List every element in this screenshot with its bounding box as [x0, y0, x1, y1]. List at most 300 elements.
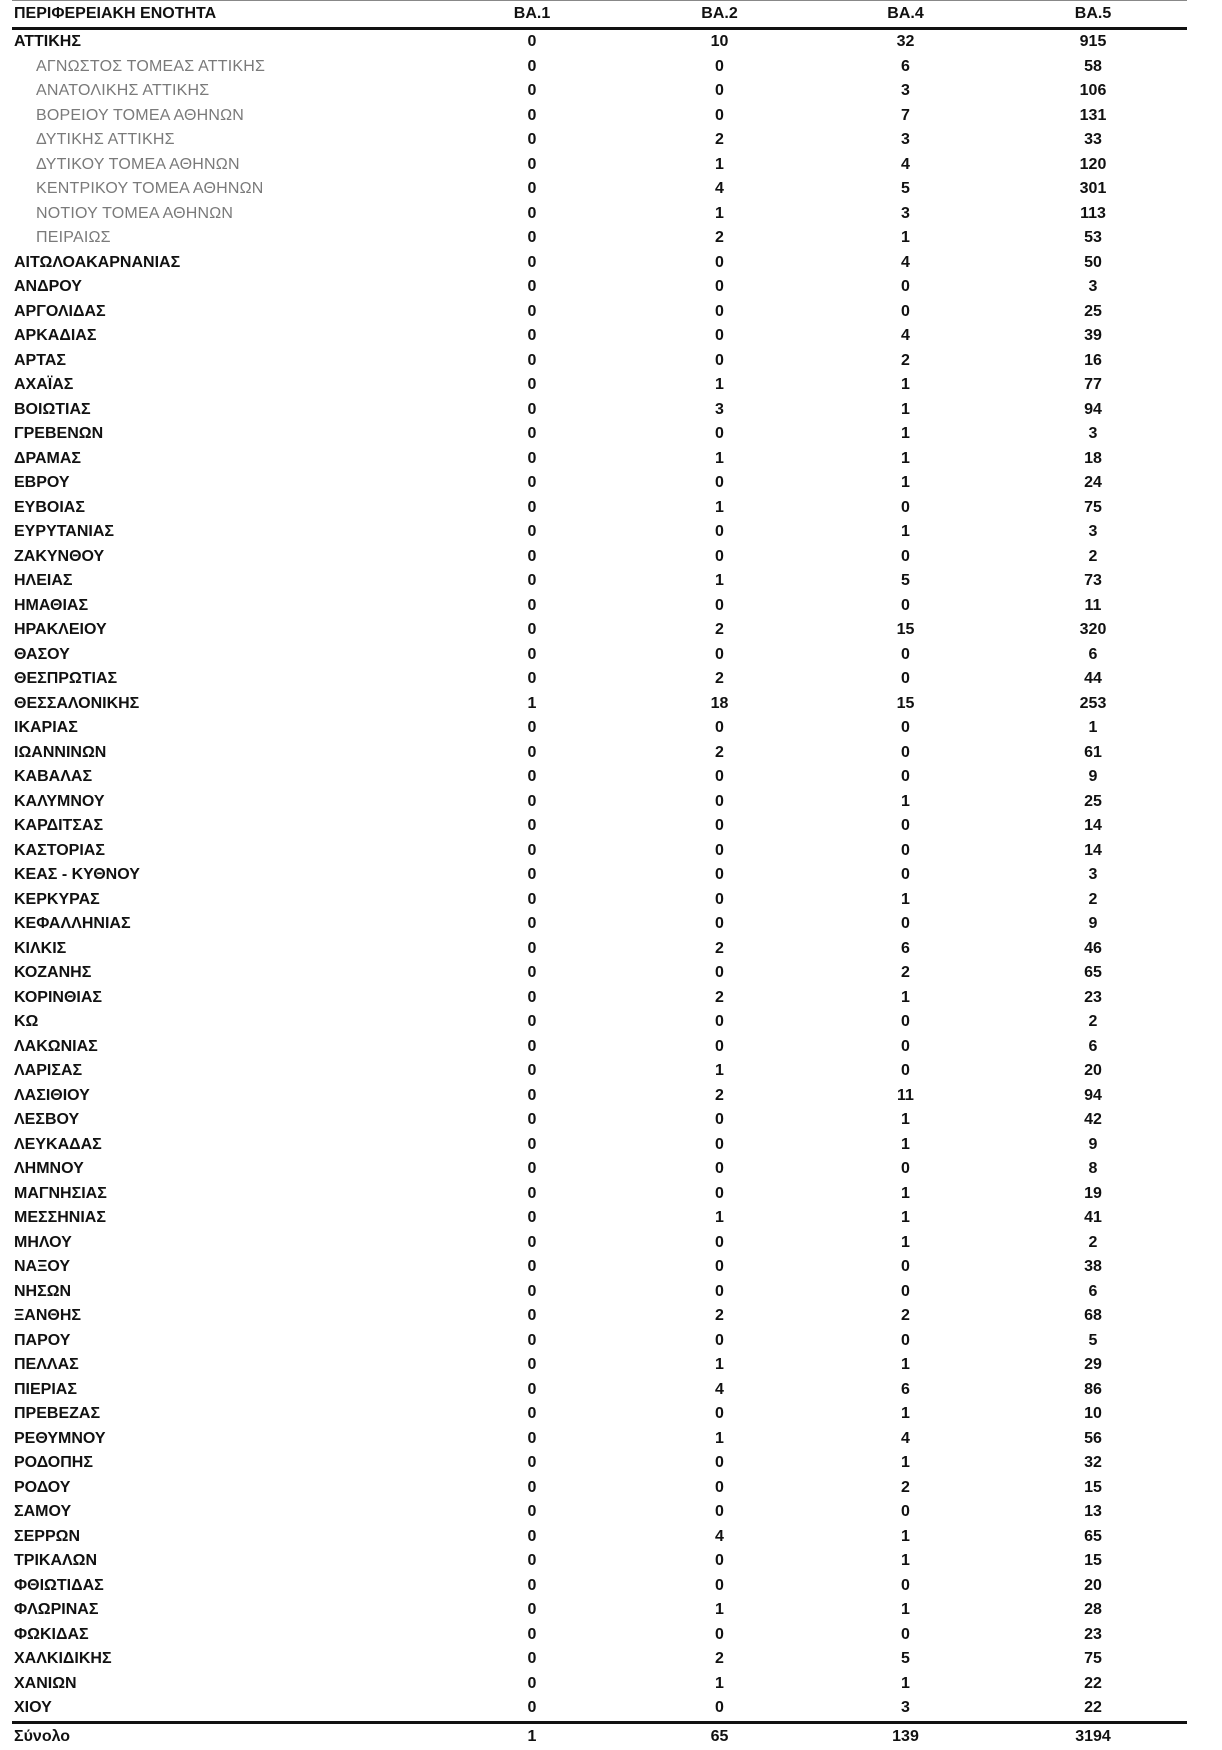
value-ba5: 42	[1084, 1111, 1102, 1128]
value-ba2: 2	[715, 229, 724, 246]
value-ba4: 0	[901, 596, 910, 614]
table-row	[12, 1525, 1187, 1550]
value-ba1: 0	[527, 1576, 537, 1594]
value-ba2: 0	[715, 1258, 724, 1275]
value-ba4: 0	[901, 278, 910, 295]
regional-unit-name: ΖΑΚΥΝΘΟΥ	[14, 547, 105, 565]
regional-unit-name: ΑΡΤΑΣ	[14, 351, 66, 369]
value-ba1: 0	[527, 131, 537, 148]
regional-unit-name: ΡΟΔΟΠΗΣ	[14, 1454, 93, 1471]
value-ba5: 94	[1084, 400, 1102, 418]
regional-unit-name: ΛΑΣΙΘΙΟΥ	[14, 1086, 90, 1104]
value-ba1: 0	[527, 106, 537, 124]
value-ba5: 2	[1088, 890, 1098, 908]
value-ba5: 3	[1088, 523, 1098, 540]
table-subrow	[12, 128, 1187, 153]
value-ba4: 1	[901, 1209, 910, 1226]
regional-unit-name: ΔΥΤΙΚΗΣ ΑΤΤΙΚΗΣ	[36, 131, 175, 148]
value-ba5: 53	[1084, 229, 1102, 246]
total-ba5: 3194	[999, 1722, 1187, 1750]
table-subrow	[12, 226, 1187, 251]
table-row	[12, 1549, 1187, 1574]
value-ba5: 20	[1084, 1576, 1102, 1594]
value-ba2: 1	[715, 1601, 724, 1618]
regional-unit-name: ΑΡΚΑΔΙΑΣ	[14, 327, 97, 344]
value-ba2: 1	[715, 1356, 724, 1373]
value-ba2: 2	[715, 670, 724, 687]
table-subrow	[12, 177, 1187, 202]
value-ba1: 0	[527, 645, 537, 663]
value-ba4: 0	[901, 768, 910, 785]
value-ba4: 0	[901, 547, 910, 565]
table-row	[12, 1451, 1187, 1476]
regional-unit-name: ΧΙΟΥ	[14, 1699, 52, 1716]
value-ba5: 18	[1084, 449, 1102, 467]
value-ba2: 1	[715, 1209, 724, 1226]
value-ba4: 1	[901, 449, 910, 467]
table-row	[12, 1084, 1187, 1109]
table-row	[12, 888, 1187, 913]
value-ba4: 3	[901, 1699, 910, 1716]
value-ba4: 0	[901, 915, 910, 932]
value-ba2: 0	[715, 964, 724, 981]
regional-unit-name: ΑΝΔΡΟΥ	[14, 278, 82, 295]
value-ba4: 2	[901, 1478, 910, 1496]
value-ba2: 0	[715, 596, 724, 614]
table-row	[12, 422, 1187, 447]
table-subrow	[12, 79, 1187, 104]
value-ba4: 0	[901, 1331, 910, 1349]
table-row	[12, 1182, 1187, 1207]
table-row	[12, 863, 1187, 888]
value-ba2: 0	[715, 351, 724, 369]
table-row	[12, 594, 1187, 619]
value-ba4: 5	[901, 1650, 910, 1667]
value-ba2: 1	[715, 449, 724, 467]
value-ba2: 18	[710, 694, 729, 712]
regional-unit-name: ΑΡΓΟΛΙΔΑΣ	[14, 302, 106, 320]
value-ba4: 1	[901, 1405, 910, 1422]
table-row	[12, 398, 1187, 423]
value-ba2: 0	[715, 1699, 724, 1716]
value-ba4: 0	[901, 302, 910, 320]
value-ba4: 0	[901, 719, 910, 736]
value-ba1: 0	[527, 1258, 537, 1275]
table-row	[12, 1304, 1187, 1329]
value-ba4: 2	[901, 964, 910, 981]
value-ba1: 0	[527, 1699, 537, 1716]
value-ba2: 4	[715, 180, 724, 197]
value-ba4: 1	[901, 988, 910, 1006]
regional-unit-name: ΛΗΜΝΟΥ	[14, 1160, 84, 1177]
value-ba4: 1	[901, 1527, 910, 1545]
value-ba1: 0	[527, 376, 537, 393]
regional-unit-name: ΓΡΕΒΕΝΩΝ	[14, 425, 104, 442]
value-ba1: 0	[527, 1380, 537, 1398]
value-ba4: 1	[901, 1111, 910, 1128]
value-ba2: 0	[715, 327, 724, 344]
value-ba1: 0	[527, 1086, 537, 1104]
value-ba4: 1	[901, 425, 910, 442]
table-row	[12, 1280, 1187, 1305]
table-row	[12, 839, 1187, 864]
value-ba4: 0	[901, 1013, 910, 1030]
value-ba1: 0	[527, 572, 537, 589]
table-subrow	[12, 153, 1187, 178]
regional-unit-name: ΕΥΒΟΙΑΣ	[14, 498, 85, 516]
regional-unit-name: ΚΑΒΑΛΑΣ	[14, 768, 93, 785]
value-ba5: 38	[1084, 1258, 1102, 1275]
value-ba2: 0	[715, 1160, 724, 1177]
value-ba4: 3	[901, 131, 910, 148]
table-row	[12, 1623, 1187, 1648]
value-ba5: 915	[1079, 33, 1107, 50]
value-ba1: 0	[527, 425, 537, 442]
value-ba2: 0	[715, 1552, 724, 1569]
value-ba4: 1	[901, 1233, 910, 1251]
value-ba5: 61	[1084, 743, 1102, 761]
value-ba5: 113	[1080, 204, 1106, 222]
value-ba2: 0	[715, 82, 724, 99]
value-ba1: 0	[527, 449, 537, 467]
value-ba5: 5	[1088, 1331, 1098, 1349]
regional-unit-name: ΔΥΤΙΚΟΥ ΤΟΜΕΑ ΑΘΗΝΩΝ	[36, 155, 240, 173]
value-ba4: 5	[901, 180, 910, 197]
table-row	[12, 692, 1187, 717]
value-ba5: 2	[1088, 1233, 1098, 1251]
table-row	[12, 1696, 1187, 1722]
table-row	[12, 1329, 1187, 1354]
header-ba2: ΒΑ.2	[627, 1, 812, 29]
value-ba2: 1	[715, 1674, 724, 1692]
value-ba1: 0	[527, 1111, 537, 1128]
value-ba1: 0	[527, 890, 537, 908]
value-ba1: 0	[527, 82, 537, 99]
table-row	[12, 1255, 1187, 1280]
total-row	[12, 1722, 1187, 1750]
value-ba5: 3	[1088, 866, 1098, 883]
value-ba5: 10	[1084, 1405, 1102, 1422]
regional-unit-name: ΣΑΜΟΥ	[14, 1503, 72, 1520]
header-ba1: ΒΑ.1	[437, 1, 627, 29]
regional-unit-name: ΙΚΑΡΙΑΣ	[14, 719, 78, 736]
table-row	[12, 765, 1187, 790]
table-row	[12, 1108, 1187, 1133]
value-ba2: 0	[715, 1503, 724, 1520]
regional-unit-name: ΛΑΚΩΝΙΑΣ	[14, 1037, 98, 1055]
value-ba1: 0	[527, 229, 537, 246]
value-ba5: 14	[1084, 841, 1102, 859]
regional-unit-name: ΝΗΣΩΝ	[14, 1282, 72, 1300]
table-row	[12, 569, 1187, 594]
value-ba5: 301	[1079, 180, 1107, 197]
total-ba1: 1	[437, 1722, 627, 1750]
value-ba2: 0	[715, 1037, 724, 1055]
value-ba1: 0	[527, 1601, 537, 1618]
value-ba4: 1	[901, 1454, 910, 1471]
value-ba2: 0	[715, 253, 724, 271]
value-ba5: 320	[1079, 621, 1107, 638]
value-ba4: 7	[901, 106, 910, 124]
value-ba2: 2	[715, 1086, 724, 1104]
value-ba4: 15	[896, 694, 915, 712]
value-ba2: 2	[715, 621, 724, 638]
value-ba5: 3	[1088, 425, 1098, 442]
value-ba1: 0	[527, 1625, 537, 1643]
total-ba2: 65	[627, 1722, 812, 1750]
value-ba1: 0	[527, 327, 537, 344]
regional-unit-name: ΜΑΓΝΗΣΙΑΣ	[14, 1184, 107, 1202]
value-ba2: 2	[715, 939, 724, 957]
regional-unit-name: ΑΝΑΤΟΛΙΚΗΣ ΑΤΤΙΚΗΣ	[36, 82, 210, 99]
value-ba2: 0	[715, 1454, 724, 1471]
table-row	[12, 373, 1187, 398]
table-row	[12, 300, 1187, 325]
value-ba1: 0	[527, 474, 537, 491]
regional-unit-name: ΛΕΥΚΑΔΑΣ	[14, 1135, 102, 1153]
value-ba4: 6	[901, 57, 910, 75]
regional-unit-name: ΚΕΑΣ - ΚΥΘΝΟΥ	[14, 866, 140, 883]
value-ba2: 10	[710, 33, 729, 50]
value-ba2: 0	[715, 1135, 724, 1153]
value-ba4: 3	[901, 204, 910, 222]
value-ba2: 2	[715, 1650, 724, 1667]
table-row	[12, 520, 1187, 545]
value-ba5: 253	[1079, 694, 1107, 712]
value-ba1: 0	[527, 743, 537, 761]
value-ba4: 0	[901, 817, 910, 834]
value-ba5: 75	[1084, 498, 1102, 516]
regional-unit-name: ΘΕΣΣΑΛΟΝΙΚΗΣ	[14, 694, 140, 712]
value-ba5: 15	[1084, 1478, 1102, 1496]
regional-unit-name: ΑΤΤΙΚΗΣ	[14, 33, 81, 50]
value-ba4: 0	[901, 866, 910, 883]
value-ba1: 0	[527, 1527, 537, 1545]
value-ba2: 0	[715, 1625, 724, 1643]
value-ba4: 1	[901, 1552, 910, 1569]
value-ba5: 6	[1088, 1037, 1098, 1055]
table-row	[12, 251, 1187, 276]
value-ba5: 3	[1088, 278, 1098, 295]
regional-unit-name: ΚΟΡΙΝΘΙΑΣ	[14, 988, 102, 1006]
table-row	[12, 1231, 1187, 1256]
table-row	[12, 545, 1187, 570]
value-ba2: 1	[715, 572, 724, 589]
value-ba4: 0	[901, 1503, 910, 1520]
value-ba1: 0	[527, 1307, 537, 1324]
regional-unit-name: ΑΧΑΪΑΣ	[14, 376, 74, 393]
value-ba5: 23	[1084, 1625, 1102, 1643]
regional-unit-name: ΡΕΘΥΜΝΟΥ	[14, 1429, 106, 1447]
value-ba1: 0	[527, 523, 537, 540]
value-ba4: 0	[901, 498, 910, 516]
header-row	[12, 1, 1187, 29]
value-ba4: 1	[901, 474, 910, 491]
value-ba4: 0	[901, 1062, 910, 1079]
value-ba2: 1	[715, 155, 724, 173]
value-ba1: 0	[527, 1209, 537, 1226]
value-ba1: 1	[527, 694, 537, 712]
value-ba4: 2	[901, 351, 910, 369]
value-ba2: 2	[715, 988, 724, 1006]
value-ba5: 15	[1084, 1552, 1102, 1569]
regional-unit-name: ΠΙΕΡΙΑΣ	[14, 1380, 77, 1398]
table-row	[12, 1206, 1187, 1231]
value-ba4: 4	[901, 1429, 910, 1447]
header-ba5: ΒΑ.5	[999, 1, 1187, 29]
regional-unit-name: ΕΥΡΥΤΑΝΙΑΣ	[14, 523, 114, 540]
value-ba4: 0	[901, 743, 910, 761]
total-label: Σύνολο	[12, 1722, 437, 1750]
value-ba5: 94	[1084, 1086, 1102, 1104]
value-ba4: 0	[901, 1282, 910, 1300]
value-ba5: 22	[1084, 1699, 1102, 1716]
table-row	[12, 349, 1187, 374]
value-ba2: 0	[715, 1111, 724, 1128]
table-row	[12, 1574, 1187, 1599]
value-ba4: 6	[901, 1380, 910, 1398]
regional-unit-name: ΛΑΡΙΣΑΣ	[14, 1062, 83, 1079]
value-ba5: 25	[1084, 302, 1102, 320]
regional-unit-name: ΦΘΙΩΤΙΔΑΣ	[14, 1576, 104, 1594]
value-ba5: 9	[1088, 915, 1098, 932]
table-row	[12, 1157, 1187, 1182]
value-ba5: 9	[1088, 768, 1098, 785]
value-ba5: 11	[1084, 596, 1102, 614]
value-ba5: 86	[1084, 1380, 1102, 1398]
value-ba2: 3	[715, 400, 724, 418]
regional-unit-name: ΧΑΝΙΩΝ	[14, 1674, 77, 1692]
value-ba4: 1	[901, 376, 910, 393]
value-ba1: 0	[527, 1454, 537, 1471]
table-row	[12, 1500, 1187, 1525]
value-ba1: 0	[527, 1160, 537, 1177]
value-ba2: 0	[715, 792, 724, 810]
value-ba5: 58	[1084, 57, 1102, 75]
regional-unit-name: ΚΕΦΑΛΛΗΝΙΑΣ	[14, 915, 131, 932]
value-ba1: 0	[527, 1503, 537, 1520]
value-ba4: 0	[901, 645, 910, 663]
value-ba4: 4	[901, 327, 910, 344]
header-ba4: ΒΑ.4	[812, 1, 999, 29]
regional-unit-name: ΡΟΔΟΥ	[14, 1478, 71, 1496]
value-ba2: 0	[715, 425, 724, 442]
value-ba4: 0	[901, 670, 910, 687]
value-ba4: 1	[901, 1135, 910, 1153]
value-ba5: 44	[1084, 670, 1102, 687]
regional-unit-name: ΑΓΝΩΣΤΟΣ ΤΟΜΕΑΣ ΑΤΤΙΚΗΣ	[36, 57, 266, 75]
value-ba5: 20	[1084, 1062, 1102, 1079]
value-ba4: 3	[901, 82, 910, 99]
regional-unit-name: ΚΕΝΤΡΙΚΟΥ ΤΟΜΕΑ ΑΘΗΝΩΝ	[36, 180, 264, 197]
table-row	[12, 324, 1187, 349]
value-ba1: 0	[527, 939, 537, 957]
value-ba2: 0	[715, 106, 724, 124]
regional-unit-name: ΤΡΙΚΑΛΩΝ	[14, 1552, 98, 1569]
value-ba1: 0	[527, 1356, 537, 1373]
value-ba4: 1	[901, 1601, 910, 1618]
table-row	[12, 29, 1187, 55]
value-ba4: 2	[901, 1307, 910, 1324]
value-ba4: 4	[901, 253, 910, 271]
value-ba4: 5	[901, 572, 910, 589]
value-ba2: 2	[715, 743, 724, 761]
value-ba4: 15	[896, 621, 915, 638]
value-ba1: 0	[527, 1650, 537, 1667]
value-ba5: 25	[1084, 792, 1102, 810]
value-ba1: 0	[527, 1478, 537, 1496]
value-ba5: 77	[1084, 376, 1102, 393]
regional-unit-name: ΦΩΚΙΔΑΣ	[14, 1625, 89, 1643]
value-ba5: 13	[1084, 1503, 1102, 1520]
table-row	[12, 1035, 1187, 1060]
value-ba2: 0	[715, 890, 724, 908]
value-ba4: 1	[901, 792, 910, 810]
regional-unit-name: ΘΑΣΟΥ	[14, 645, 70, 663]
value-ba2: 0	[715, 1576, 724, 1594]
value-ba2: 0	[715, 645, 724, 663]
table-row	[12, 1010, 1187, 1035]
table-row	[12, 1647, 1187, 1672]
table-row	[12, 912, 1187, 937]
table-row	[12, 741, 1187, 766]
table-subrow	[12, 104, 1187, 129]
value-ba5: 14	[1084, 817, 1102, 834]
value-ba5: 75	[1084, 1650, 1102, 1667]
value-ba4: 1	[901, 1674, 910, 1692]
table-subrow	[12, 55, 1187, 80]
value-ba2: 4	[715, 1380, 724, 1398]
regional-unit-name: ΜΗΛΟΥ	[14, 1233, 72, 1251]
value-ba5: 33	[1084, 131, 1102, 148]
value-ba4: 0	[901, 1625, 910, 1643]
value-ba1: 0	[527, 670, 537, 687]
value-ba4: 1	[901, 400, 910, 418]
value-ba4: 32	[896, 33, 915, 50]
regional-unit-name: ΚΩ	[14, 1013, 39, 1030]
value-ba1: 0	[527, 915, 537, 932]
value-ba1: 0	[527, 719, 537, 736]
value-ba5: 46	[1084, 939, 1102, 957]
value-ba5: 65	[1084, 1527, 1102, 1545]
regional-unit-name: ΚΑΡΔΙΤΣΑΣ	[14, 817, 104, 834]
value-ba1: 0	[527, 1233, 537, 1251]
value-ba2: 0	[715, 302, 724, 320]
regional-unit-name: ΒΟΙΩΤΙΑΣ	[14, 400, 91, 418]
value-ba1: 0	[527, 817, 537, 834]
value-ba4: 1	[901, 1356, 910, 1373]
value-ba2: 0	[715, 1184, 724, 1202]
value-ba5: 19	[1084, 1184, 1102, 1202]
value-ba2: 1	[715, 498, 724, 516]
value-ba5: 39	[1084, 327, 1102, 344]
table-row	[12, 667, 1187, 692]
value-ba4: 0	[901, 841, 910, 859]
value-ba2: 0	[715, 719, 724, 736]
value-ba2: 0	[715, 1478, 724, 1496]
value-ba5: 2	[1088, 1013, 1098, 1030]
value-ba1: 0	[527, 57, 537, 75]
value-ba1: 0	[527, 1013, 537, 1030]
value-ba5: 56	[1084, 1429, 1102, 1447]
value-ba4: 0	[901, 1258, 910, 1275]
value-ba1: 0	[527, 596, 537, 614]
regional-unit-name: ΛΕΣΒΟΥ	[14, 1111, 80, 1128]
value-ba4: 1	[901, 1184, 910, 1202]
value-ba5: 24	[1084, 474, 1102, 491]
value-ba5: 8	[1088, 1160, 1098, 1177]
value-ba5: 65	[1084, 964, 1102, 981]
